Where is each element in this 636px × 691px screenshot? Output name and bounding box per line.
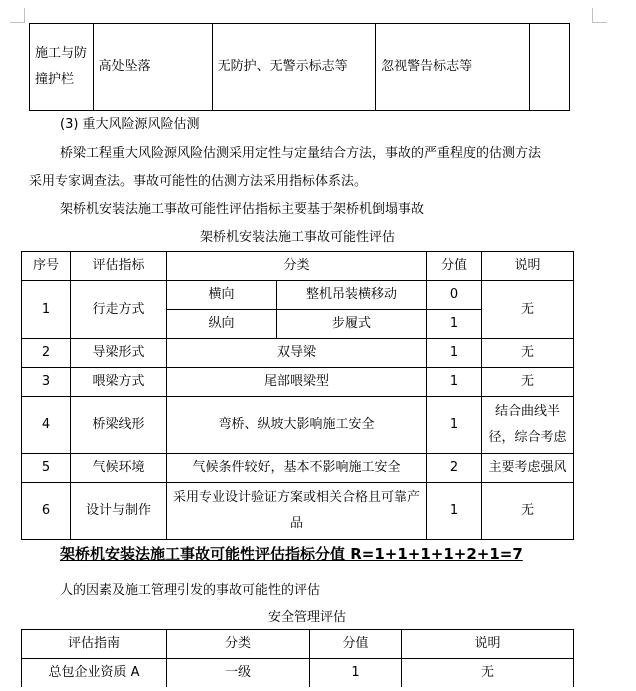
- table-cell: 导梁形式: [71, 339, 167, 368]
- table-cell: 6: [22, 483, 71, 540]
- table-cell: 无防护、无警示标志等: [212, 24, 376, 111]
- table-cell: 无: [402, 659, 574, 688]
- header-cell: 评估指标: [71, 252, 167, 281]
- table-cell: 4: [22, 397, 71, 454]
- paragraph-line: 采用专家调查法。事故可能性的估测方法采用指标体系法。: [29, 174, 368, 189]
- table-cell: 无: [482, 281, 574, 339]
- table-cell: 2: [22, 339, 71, 368]
- table-cell: 1: [22, 281, 71, 339]
- table-row: [22, 368, 574, 397]
- table-cell: 主要考虑强风: [482, 454, 574, 483]
- table-cell: 1: [427, 397, 482, 454]
- crop-mark-right: [592, 8, 607, 23]
- table-row: [22, 397, 574, 454]
- top-risk-table: [29, 23, 570, 111]
- crop-mark-left: [10, 8, 25, 23]
- table-row: [22, 281, 574, 310]
- paragraph: 人的因素及施工管理引发的事故可能性的评估: [60, 583, 321, 598]
- table-cell: 桥梁线形: [71, 397, 167, 454]
- table-cell: 忽视警告标志等: [376, 24, 529, 111]
- table-cell: 双导梁: [167, 339, 427, 368]
- header-cell: 分类: [167, 252, 427, 281]
- table-cell: 行走方式: [71, 281, 167, 339]
- table-cell: 无: [482, 368, 574, 397]
- header-cell: 说明: [482, 252, 574, 281]
- table-cell: 2: [427, 454, 482, 483]
- header-cell: 序号: [22, 252, 71, 281]
- table-cell: 无: [482, 339, 574, 368]
- table-caption: 安全管理评估: [268, 610, 347, 625]
- score-heading: 架桥机安装法施工事故可能性评估指标分值 R=1+1+1+1+2+1=7: [60, 545, 523, 563]
- table-cell: 5: [22, 454, 71, 483]
- table-cell: 尾部喂梁型: [167, 368, 427, 397]
- table-cell: 设计与制作: [71, 483, 167, 540]
- table-cell: 1: [427, 368, 482, 397]
- table-cell: 整机吊装横移动: [277, 281, 427, 310]
- table-cell: 横向: [167, 281, 277, 310]
- table-cell: 采用专业设计验证方案或相关合格且可靠产品: [167, 483, 427, 540]
- paragraph-line: 桥梁工程重大风险源风险估测采用定性与定量结合方法，事故的严重程度的估测方法: [60, 146, 542, 161]
- header-cell: 说明: [402, 630, 574, 659]
- table-row: [22, 483, 574, 540]
- table-cell: 气候条件较好，基本不影响施工安全: [167, 454, 427, 483]
- section-label: (3) 重大风险源风险估测: [60, 117, 200, 132]
- table-cell: 1: [427, 310, 482, 339]
- table-cell: 1: [427, 483, 482, 540]
- table-cell: 施工与防撞护栏: [30, 24, 94, 111]
- table-row: [22, 454, 574, 483]
- table-cell: 高处坠落: [93, 24, 212, 111]
- table-cell: 结合曲线半径，综合考虑: [482, 397, 574, 454]
- table-cell: 气候环境: [71, 454, 167, 483]
- table-header-row: [22, 630, 574, 659]
- table-cell: 3: [22, 368, 71, 397]
- header-cell: 分值: [427, 252, 482, 281]
- table-cell: 无: [482, 483, 574, 540]
- header-cell: 分值: [310, 630, 402, 659]
- table-cell: 0: [427, 281, 482, 310]
- table-cell: 纵向: [167, 310, 277, 339]
- paragraph: 架桥机安装法施工事故可能性评估指标主要基于架桥机倒塌事故: [60, 202, 425, 217]
- table-cell: [529, 24, 569, 111]
- table-cell: 总包企业资质 A: [22, 659, 167, 688]
- table-caption: 架桥机安装法施工事故可能性评估: [200, 230, 396, 245]
- table-row: [22, 339, 574, 368]
- table-cell: 喂梁方式: [71, 368, 167, 397]
- table-cell: 弯桥、纵坡大影响施工安全: [167, 397, 427, 454]
- table-cell: 步履式: [277, 310, 427, 339]
- table-row: [22, 659, 574, 688]
- table-header-row: [22, 252, 574, 281]
- safety-management-table: [21, 629, 574, 687]
- table-row: [30, 24, 570, 111]
- table-cell: 1: [427, 339, 482, 368]
- table-cell: 1: [310, 659, 402, 688]
- table-cell: 一级: [167, 659, 310, 688]
- likelihood-table: [21, 251, 574, 540]
- header-cell: 分类: [167, 630, 310, 659]
- header-cell: 评估指南: [22, 630, 167, 659]
